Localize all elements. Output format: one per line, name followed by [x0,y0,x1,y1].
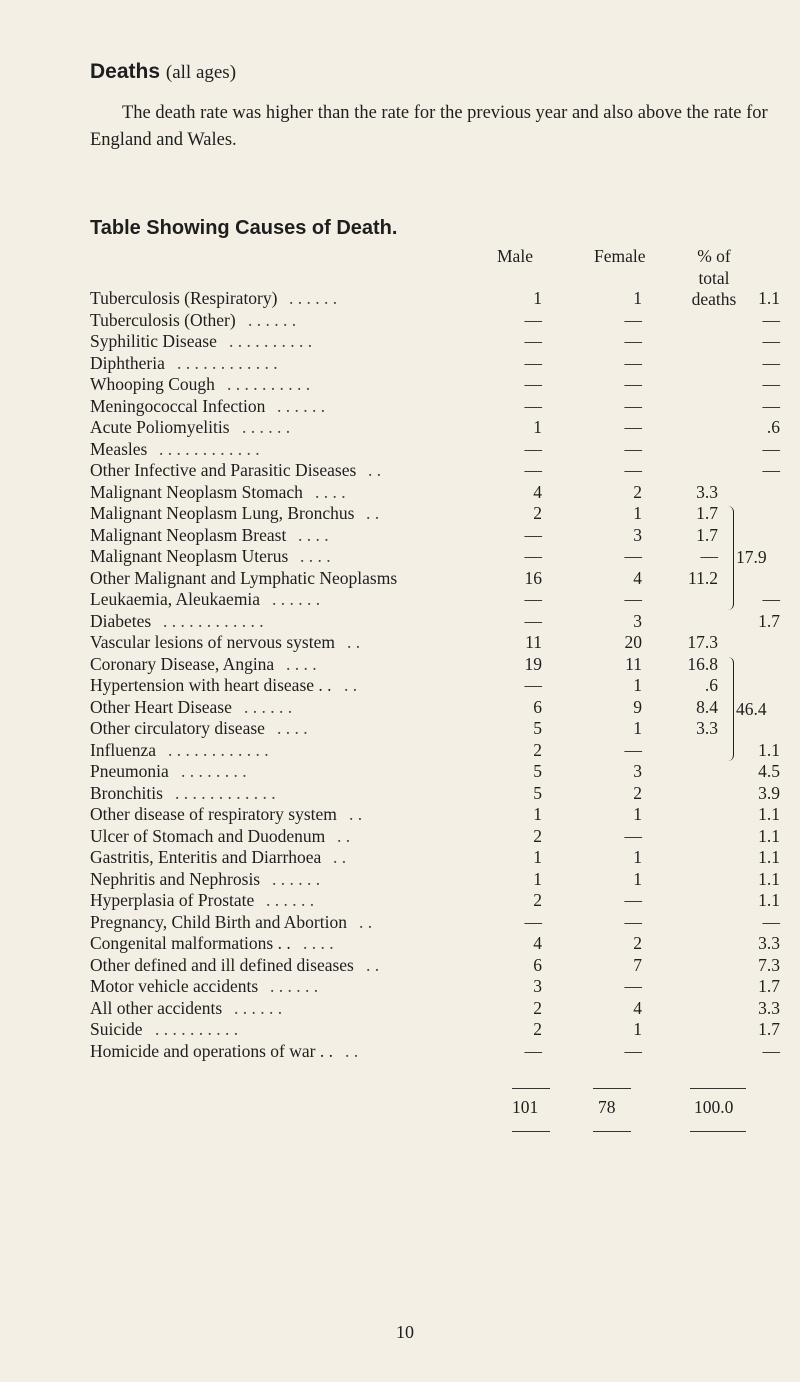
male-count: 2 [533,503,542,523]
cause-label: Measles [90,438,148,459]
column-header-percent-line3: deaths [691,289,737,309]
table-row [90,503,790,525]
male-count: 2 [533,825,542,846]
female-count: — [624,417,642,437]
table-row [90,847,790,869]
neoplasm-group-total: 17.9 [736,547,767,567]
percent-of-deaths: 1.7 [758,1019,780,1039]
male-count: — [524,352,542,373]
table-row [90,632,790,654]
circulatory-group-total: 46.4 [736,699,767,719]
female-count: — [624,890,642,910]
table-row [90,654,790,676]
leader-dots: . . [337,825,351,846]
percent-of-deaths-grouped: 11.2 [688,567,718,588]
male-count: — [524,438,542,459]
male-count: 2 [533,1019,542,1039]
female-count: — [624,739,642,760]
cause-label: Nephritis and Nephrosis [90,868,261,889]
cause-label: Hypertension with heart disease . . [90,675,332,695]
female-count: 1 [633,718,642,738]
female-count: 11 [625,653,642,674]
leader-dots: . . [345,1040,359,1061]
table-row [90,697,790,719]
male-total-rule-bottom [512,1131,550,1132]
percent-of-deaths: — [762,1040,780,1061]
table-row [90,718,790,740]
cause-label: Pregnancy, Child Birth and Abortion [90,911,347,932]
percent-of-deaths: — [762,374,780,394]
percent-of-deaths-grouped: 16.8 [687,653,718,674]
percent-of-deaths-grouped: 3.3 [696,718,718,738]
table-row [90,439,790,461]
male-count: 1 [533,847,542,867]
leader-dots: . . . . [286,653,317,674]
cause-label: Acute Poliomyelitis [90,417,230,437]
cause-label: Other defined and ill defined diseases [90,954,354,975]
leader-dots: . . . . [277,718,308,738]
table-row [90,611,790,633]
percent-of-deaths: 1.1 [758,825,780,846]
male-count: 1 [533,804,542,824]
male-count: — [524,460,542,480]
leader-dots: . . . . . . [248,309,297,330]
male-count: 2 [533,739,542,760]
cause-label: Bronchitis [90,782,163,803]
table-row [90,396,790,418]
cause-label: Malignant Neoplasm Breast [90,524,287,545]
causes-table [90,288,790,1062]
table-row [90,998,790,1020]
female-count: — [624,309,642,330]
male-count: — [524,610,542,631]
female-count: 1 [633,847,642,867]
female-count: 1 [633,1019,642,1039]
female-count: 1 [633,503,642,523]
percent-of-deaths: — [762,309,780,330]
cause-label: Tuberculosis (Other) [90,309,236,330]
percent-of-deaths-grouped: 1.7 [696,524,718,545]
table-row [90,525,790,547]
leader-dots: . . . . [298,524,329,545]
leader-dots: . . [333,847,347,867]
percent-total-rule-bottom [690,1131,746,1132]
male-count: — [524,524,542,545]
female-count: — [624,460,642,480]
table-row [90,288,790,310]
male-count: 1 [533,288,542,308]
leader-dots: . . . . . . [234,997,283,1018]
female-total: 78 [598,1097,616,1117]
table-row [90,826,790,848]
female-count: — [624,352,642,373]
percent-of-deaths-grouped: — [700,546,718,566]
male-total: 101 [512,1097,539,1117]
section-heading [90,60,236,84]
leader-dots: . . . . . . [266,890,315,910]
intro-paragraph: The death rate was higher than the rate for the previous year and also above the rate for England and Wales. [90,103,768,150]
male-count: — [524,589,542,609]
leader-dots: . . . . . . [272,589,321,609]
female-count: 4 [633,567,642,588]
leader-dots: . . . . . . . . . . . . [177,352,278,373]
cause-label: Pneumonia [90,761,169,781]
cause-label: Tuberculosis (Respiratory) [90,288,278,308]
section-heading-title: Deaths [90,60,161,83]
male-count: — [524,331,542,351]
female-count: 3 [633,524,642,545]
column-header-percent-line1: % of [697,246,731,266]
cause-label: Other Infective and Parasitic Diseases [90,460,357,480]
female-count: 4 [633,997,642,1018]
cause-label: Hyperplasia of Prostate [90,890,255,910]
cause-label: Meningococcal Infection [90,395,266,416]
male-count: — [524,911,542,932]
table-row [90,804,790,826]
percent-total: 100.0 [694,1097,734,1117]
cause-label: Coronary Disease, Angina [90,653,275,674]
table-row [90,417,790,439]
cause-label: All other accidents [90,997,223,1018]
percent-of-deaths: — [762,331,780,351]
percent-of-deaths-grouped: 17.3 [687,632,718,652]
leader-dots: . . . . . . [272,868,321,889]
male-count: 6 [533,696,542,717]
leader-dots: . . . . . . . . . . [229,331,313,351]
male-count: — [524,374,542,394]
cause-label: Gastritis, Enteritis and Diarrhoea [90,847,322,867]
table-row [90,761,790,783]
female-count: 2 [633,782,642,803]
female-count: — [624,589,642,609]
table-row [90,546,790,568]
female-count: 20 [624,632,642,652]
cause-label: Other Heart Disease [90,696,232,717]
female-count: 1 [633,868,642,889]
percent-of-deaths-grouped: .6 [704,675,718,695]
percent-of-deaths: 1.1 [758,868,780,889]
percent-of-deaths: 1.1 [758,890,780,910]
percent-of-deaths: 1.1 [758,288,780,308]
female-count: 3 [633,761,642,781]
leader-dots: . . . . . . . . [181,761,247,781]
male-count: 2 [533,890,542,910]
cause-label: Malignant Neoplasm Lung, Bronchus [90,503,355,523]
leader-dots: . . [368,460,382,480]
male-count: — [524,395,542,416]
female-total-rule-top [593,1088,631,1089]
male-count: 6 [533,954,542,975]
female-count: — [624,825,642,846]
female-count: — [624,395,642,416]
cause-label: Leukaemia, Aleukaemia [90,589,261,609]
cause-label: Malignant Neoplasm Uterus [90,546,289,566]
percent-of-deaths: — [762,395,780,416]
leader-dots: . . . . . . . . . . [227,374,311,394]
table-row [90,976,790,998]
female-count: 1 [633,675,642,695]
leader-dots: . . [349,804,363,824]
female-count: 1 [633,804,642,824]
column-header-female: Female [594,246,646,266]
percent-of-deaths: .6 [766,417,780,437]
female-count: 2 [633,933,642,953]
column-header-male: Male [497,246,533,266]
percent-of-deaths: 1.1 [758,739,780,760]
percent-of-deaths-grouped: 1.7 [696,503,718,523]
female-count: — [624,1040,642,1061]
leader-dots: . . [359,911,373,932]
cause-label: Other disease of respiratory system [90,804,337,824]
female-count: 3 [633,610,642,631]
cause-label: Diphtheria [90,352,165,373]
cause-label: Other Malignant and Lymphatic Neoplasms [90,567,398,588]
table-row [90,1041,790,1063]
table-row [90,374,790,396]
female-count: 9 [633,696,642,717]
percent-of-deaths: — [762,589,780,609]
percent-of-deaths: 3.3 [758,933,780,953]
percent-of-deaths-grouped: 3.3 [696,481,718,502]
percent-of-deaths: 7.3 [758,954,780,975]
percent-total-rule-top [690,1088,746,1089]
cause-label: Congenital malformations . . [90,933,291,953]
percent-of-deaths: 1.1 [758,847,780,867]
male-total-rule-top [512,1088,550,1089]
female-count: 1 [633,288,642,308]
female-count: 2 [633,481,642,502]
percent-of-deaths: 3.9 [758,782,780,803]
cause-label: Vascular lesions of nervous system [90,632,335,652]
male-count: — [524,309,542,330]
cause-label: Other circulatory disease [90,718,265,738]
female-count: — [624,331,642,351]
female-count: — [624,438,642,459]
table-title: Table Showing Causes of Death. [90,217,398,239]
leader-dots: . . . . . . [242,417,291,437]
table-row [90,568,790,590]
male-count: 5 [533,782,542,803]
male-count: 1 [533,417,542,437]
female-count: — [624,374,642,394]
table-row [90,353,790,375]
table-row [90,482,790,504]
cause-label: Homicide and operations of war . . [90,1040,333,1061]
table-row [90,783,790,805]
table-row [90,310,790,332]
male-count: 4 [533,933,542,953]
percent-of-deaths: 1.7 [758,976,780,996]
leader-dots: . . . . [300,546,331,566]
table-row [90,933,790,955]
leader-dots: . . [366,503,380,523]
male-count: 5 [533,761,542,781]
female-count: 7 [633,954,642,975]
table-row [90,890,790,912]
circulatory-group-brace [727,657,734,761]
male-count: 3 [533,976,542,996]
table-row [90,740,790,762]
leader-dots: . . [344,675,358,695]
table-row [90,1019,790,1041]
neoplasm-group-brace [727,506,734,610]
female-count: — [624,976,642,996]
leader-dots: . . . . . . . . . . . . [163,610,264,631]
male-count: 19 [524,653,542,674]
page-number: 10 [396,1322,414,1342]
male-count: 4 [533,481,542,502]
leader-dots: . . . . . . [289,288,338,308]
leader-dots: . . . . . . . . . . [155,1019,239,1039]
percent-of-deaths-grouped: 8.4 [696,696,718,717]
percent-of-deaths: — [762,352,780,373]
table-row [90,869,790,891]
male-count: 1 [533,868,542,889]
cause-label: Motor vehicle accidents [90,976,259,996]
table-row [90,331,790,353]
table-row [90,955,790,977]
cause-label: Ulcer of Stomach and Duodenum [90,825,326,846]
leader-dots: . . . . [303,933,334,953]
leader-dots: . . . . . . [277,395,326,416]
leader-dots: . . . . . . . . . . . . [175,782,276,803]
male-count: 11 [525,632,542,652]
cause-label: Suicide [90,1019,143,1039]
table-row [90,589,790,611]
cause-label: Malignant Neoplasm Stomach [90,481,303,502]
leader-dots: . . . . . . [244,696,293,717]
table-row [90,460,790,482]
column-header-percent-line2: total [698,267,730,288]
male-count: — [524,546,542,566]
leader-dots: . . . . . . . . . . . . [168,739,269,760]
percent-of-deaths: — [762,460,780,480]
percent-of-deaths: 1.1 [758,804,780,824]
cause-label: Diabetes [90,610,152,631]
leader-dots: . . [366,954,380,975]
cause-label: Whooping Cough [90,374,215,394]
leader-dots: . . . . . . [270,976,319,996]
leader-dots: . . . . . . . . . . . . [159,438,260,459]
male-count: — [524,1040,542,1061]
male-count: — [524,675,542,695]
percent-of-deaths: 3.3 [758,997,780,1018]
percent-of-deaths: 4.5 [758,761,780,781]
male-count: 16 [524,567,542,588]
female-count: — [624,546,642,566]
cause-label: Syphilitic Disease [90,331,217,351]
table-row [90,675,790,697]
percent-of-deaths: — [762,438,780,459]
percent-of-deaths: 1.7 [758,610,780,631]
cause-label: Influenza [90,739,157,760]
table-row [90,912,790,934]
section-heading-subtitle: (all ages) [165,62,237,83]
male-count: 5 [533,718,542,738]
male-count: 2 [533,997,542,1018]
leader-dots: . . [347,632,361,652]
leader-dots: . . . . [315,481,346,502]
percent-of-deaths: — [762,911,780,932]
female-count: — [624,911,642,932]
female-total-rule-bottom [593,1131,631,1132]
